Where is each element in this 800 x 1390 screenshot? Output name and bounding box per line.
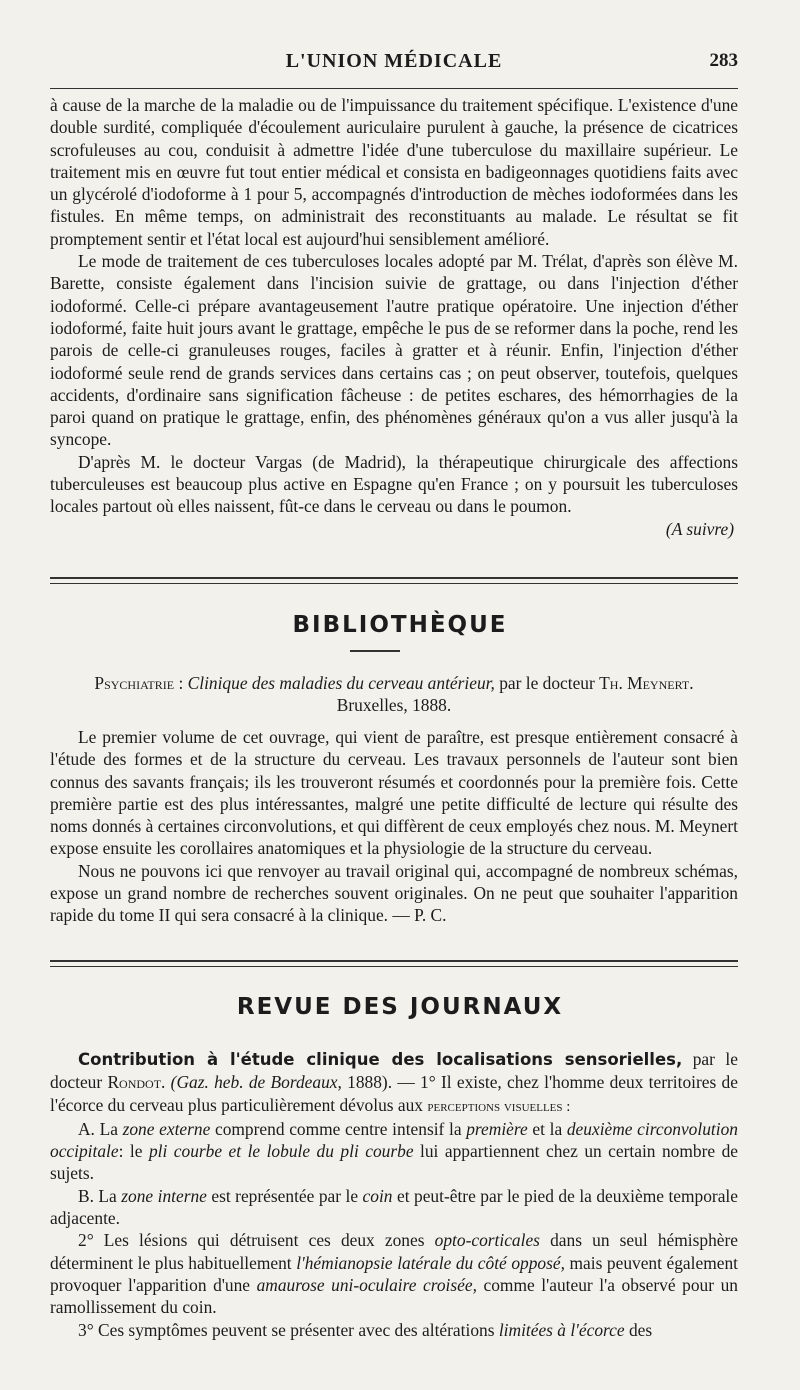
section-title-revue: REVUE DES JOURNAUX [236,994,564,1020]
ref-author: Th. Meynert. [599,673,694,693]
revue-article [50,1048,738,1341]
article-paragraph-3: D'après M. le docteur Vargas (de Madrid), la thérapeutique chirurgicale des affections tuberculeuses est beaucoup plus active en Espagne qu'en France ; on y poursuit les tuberculoses locales partout où elles naissent, fût-ce dans le cerveau ou dans le poumon. [50,451,738,517]
running-title: L'UNION MÉDICALE [285,50,503,72]
lead-author: Rondot. [107,1072,166,1093]
point-a: A. La zone externe comprend comme centre intensif la première et la deuxième circonvolution occipitale: le pli courbe et le lobule du pli courbe lui appartiennent chez un certain nombre de sujets. [50,1118,738,1184]
review-paragraph-2: Nous ne pouvons ici que renvoyer au travail original qui, accompagné de nombreux schémas, expose un grand nombre de recherches souvent originales. On ne peut que souhaiter l'apparition rapide du tome II qui sera consacré à la clinique. — P. C. [50,860,738,926]
book-reference [50,672,738,717]
lead-source: (Gaz. heb. de Bordeaux, [170,1072,342,1093]
article-paragraph-2: Le mode de traitement de ces tuberculoses locales adopté par M. Trélat, d'après son élève M. Barette, consiste également dans l'incision suivie de grattage, ou dans l'injection d'éther iodoformé. Celle-ci prépare avantageusement l'autre pratique opératoire. Une injection d'éther iodoformé, faite huit jours avant le grattage, empêche le pus de se reformer dans la poche, rend les parois de celle-ci granuleuses rouges, faciles à gratter et à réunir. Enfin, l'injection d'éther iodoformé seule rend de grands services dans certains cas ; on peut observer, toutefois, quelques accidents, d'ordinaire sans signification fâcheuse : de petites eschares, des hémorrhagies de la paroi quand on pratique le grattage, enfin, des phénomènes généraux qu'on a vus aller jusqu'à la syncope. [50,251,738,450]
review-paragraph-1: Le premier volume de cet ouvrage, qui vient de paraître, est presque entièrement consacré à l'étude des formes et de la structure du cerveau. Les travaux personnels de l'auteur sont bien connus des savants français; ils les trouveront résumés et coordonnés pour la première fois. Cette première partie est des plus intéressantes, malgré une petite difficulté de lecture qui résulte des noms donnés à certaines circonvolutions, et qui diffèrent de ceux employés chez nous. M. Meynert expose ensuite les corollaires anatomiques et la physiologie de la structure du cerveau. [50,727,738,859]
ref-title: Clinique des maladies du cerveau antérieur, [187,673,495,693]
article-lead-title: Contribution à l'étude clinique des localisations sensorielles, [78,1050,683,1069]
point-3: 3° Ces symptômes peuvent se présenter avec des altérations limitées à l'écorce des [78,1319,653,1340]
section-divider-1 [50,577,738,584]
article-paragraph-1: à cause de la marche de la maladie ou de l'impuissance du traitement spécifique. L'existence d'une double surdité, compliquée d'écoulement auriculaire purulent à gauche, la présence de cicatrices scrofuleuses au cou, conduisit à admettre l'idée d'une tuberculose du maxillaire supérieur. Le traitement mis en œuvre fut tout entier médical et consista en badigeonnages quotidiens faits avec un glycérolé d'iodoforme à 1 pour 5, accompagnés d'introduction de mèches iodoformées dans les fistules. En même temps, on administrait des reconstituants au malade. Le résultat se fit promptement sentir et l'état local est aujourd'hui sensiblement amélioré. [50,95,738,249]
lead-perceptions: perceptions visuelles : [427,1098,571,1115]
section-divider-2 [50,960,738,967]
book-review [50,726,738,927]
point-2: 2° Les lésions qui détruisent ces deux zones opto-corticales dans un seul hémisphère déterminent le plus habituellement l'hémianopsie latérale du côté opposé, mais peuvent également provoquer l'apparition d'une amaurose uni-oculaire croisée, comme l'auteur l'a observé pour un ramollissement du coin. [50,1230,738,1318]
continued-article [50,94,738,540]
lead-author-prefix: par le docteur [50,1049,738,1093]
page-number: 283 [709,50,738,71]
section-title-bibliotheque: BIBLIOTHÈQUE [292,612,508,638]
ref-author-prefix: par le docteur [499,673,595,693]
a-suivre: (A suivre) [665,518,734,539]
header-rule [50,88,738,89]
lead-rest: 1888). — 1° Il existe, chez l'homme deux territoires de l'écorce du cerveau plus particulièrement dévolus aux [50,1072,738,1115]
page-header [50,48,738,78]
title-short-rule [350,650,400,652]
point-b: B. La zone interne est représentée par le coin et peut-être par le pied de la deuxième temporale adjacente. [50,1185,738,1229]
ref-category: Psychiatrie : [94,673,184,693]
ref-place: Bruxelles, 1888. [336,695,452,716]
